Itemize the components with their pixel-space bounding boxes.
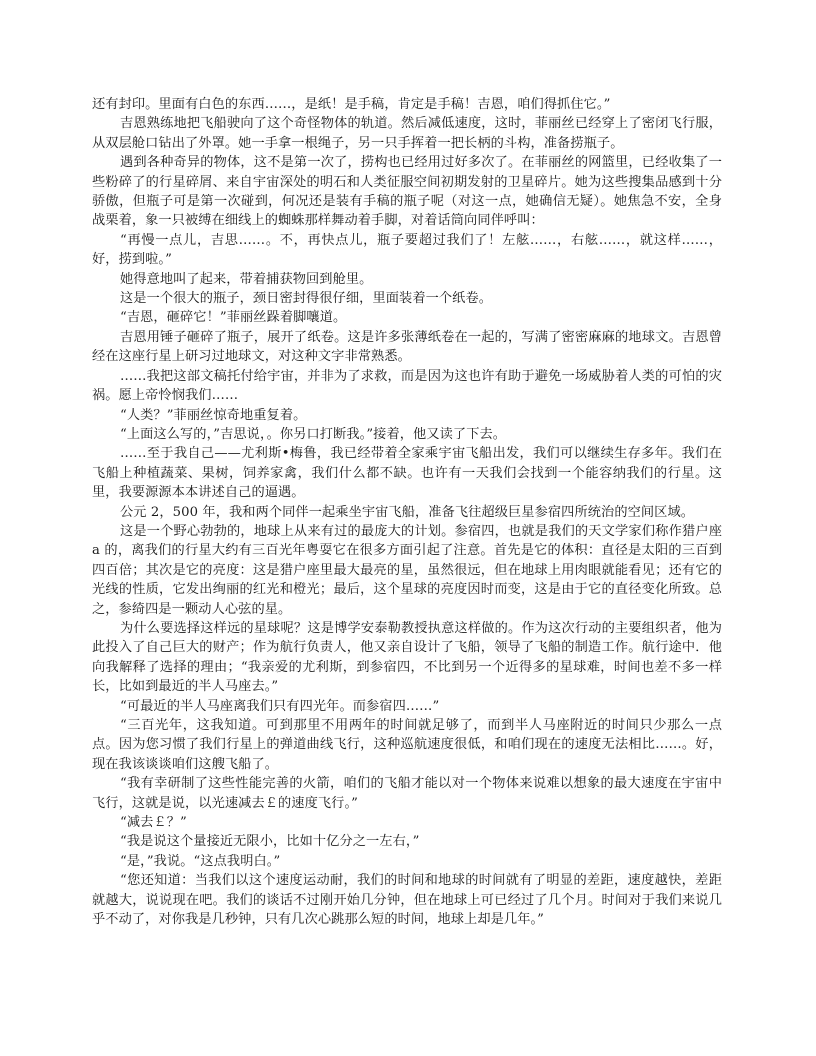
paragraph-22: “您还知道：当我们以这个速度运动耐，我们的时间和地球的时间就有了明显的差距，速度越快，差距就越大，说说现在吧。我们的谈话不过刚开始几分钟，但在地球上可已经过了几个月。时间对于我们来说几乎不动了，对你我是几秒钟，只有几次心跳那么短的时间，地球上却是几年。” [92,873,722,928]
paragraph-16: “可最近的半人马座离我们只有四光年。而参宿四……” [120,698,440,714]
paragraph-5: 她得意地叫了起来，带着捕获物回到舱里。 [120,271,373,287]
paragraph-18: “我有幸研制了这些性能完善的火箭，咱们的飞船才能以对一个物体来说难以想象的最大速度在宇宙中飞行，这就是说，以光速减去￡的速度飞行。” [92,776,722,811]
paragraph-3: 遇到各种奇异的物体，这不是第一次了，捞构也已经用过好多次了。在菲丽丝的网篮里，已经收集了一些粉碎了的行星碎屑、来自宇宙深处的明石和人类征服空间初期发射的卫星碎片。她为这些搜集品感到十分骄傲，但瓶子可是第一次碰到，何况还是装有手稿的瓶子呢（对这一点，她确信无疑）。她焦急不安，全身战栗着，象一只被缚在细线上的蜘蛛那样舞动着手脚，对着话筒向同伴呼叫： [92,155,722,229]
paragraph-2: 吉恩熟练地把飞船驶向了这个奇怪物体的轨道。然后减低速度，这时，菲丽丝已经穿上了密闭飞行服，从双层舱口钻出了外罩。她一手拿一根绳子，另一只手挥着一把长柄的斗构，准备捞瓶子。 [92,116,722,151]
paragraph-19: “减去￡？” [120,815,187,831]
paragraph-21: “是，”我说。“这点我明白。” [120,853,281,869]
paragraph-7: “吉恩，砸碎它！”菲丽丝跺着脚嚷道。 [120,310,347,326]
paragraph-10: “人类？”菲丽丝惊奇地重复着。 [120,407,307,423]
paragraph-8: 吉恩用锤子砸碎了瓶子，展开了纸卷。这是许多张薄纸卷在一起的，写满了密密麻麻的地球文。吉恩曾经在这座行星上研习过地球文，对这种文字非常熟悉。 [92,329,722,365]
paragraph-20: “我是说这个量接近无限小，比如十亿分之一左右，” [120,834,420,850]
paragraph-9: ……我把这部文稿托付给宇宙，并非为了求救，而是因为这也许有助于避免一场威胁着人类的可怕的灾祸。愿上帝怜悯我们…… [92,368,722,404]
paragraph-12: ……至于我自己——尤利斯•梅鲁，我已经带着全家乘宇宙飞船出发，我们可以继续生存多年。我们在飞船上种植蔬菜、果树，饲养家禽，我们什么都不缺。也许有一天我们会找到一个能容纳我们的行星。这里，我要源源本本讲述自己的逼遇。 [92,446,722,501]
paragraph-17: “三百光年，这我知道。可到那里不用两年的时间就足够了，而到半人马座附近的时间只少那么一点点。因为您习惯了我们行星上的弹道曲线飞行，这种巡航速度很低，和咱们现在的速度无法相比……。好，现在我该谈谈咱们这艘飞船了。 [92,718,722,772]
paragraph-4: “再慢一点儿，吉思……。不，再快点儿，瓶子要超过我们了！左舷……，右舷……，就这样……，好，捞到啦。” [92,232,722,268]
paragraph-14: 这是一个野心勃勃的，地球上从来有过的最庞大的计划。参宿四，也就是我们的天文学家们称作猎户座 a 的，离我们的行星大约有三百光年粤耍它在很多方面引起了注意。首先是它的体积：直径是太阳的三百到四百倍；其次是它的亮度：这是猎户座里最大最亮的星，虽然很远，但在地球上用肉眼就能看见；还有它的光线的性质，它发出绚丽的红光和橙光；最后，这个星球的亮度因时而变，这是由于它的直径变化所致。总之，参绮四是一颗动人心弦的星。 [92,523,722,617]
paragraph-1: 还有封印。里面有白色的东西……，是纸！是手稿，肯定是手稿！吉恩，咱们得抓住它。” [92,97,611,112]
paragraph-15: 为什么要选择这样远的星球呢？这是博学安泰勒教授执意这样做的。作为这次行动的主要组织者，他为此投入了自己巨大的财产；作为航行负责人，他又亲自设计了飞船，领导了飞船的制造工作。航行途中．他向我解释了选择的理由；“我亲爱的尤利斯，到参宿四，不比到另一个近得多的星球难，时间也差不多一样长，比如到最近的半人马座去。” [92,620,722,695]
paragraph-11: “上面这么写的，”吉思说，。你另口打断我。”接着，他又读了下去。 [120,426,507,442]
paragraph-13: 公元 2，500 年，我和两个同伴一起乘坐宇宙飞船，准备飞往超级巨星参宿四所统治的空间区域。 [120,504,695,520]
document-page [92,95,722,929]
paragraph-6: 这是一个很大的瓶子，颈日密封得很仔细，里面装着一个纸卷。 [120,291,493,307]
